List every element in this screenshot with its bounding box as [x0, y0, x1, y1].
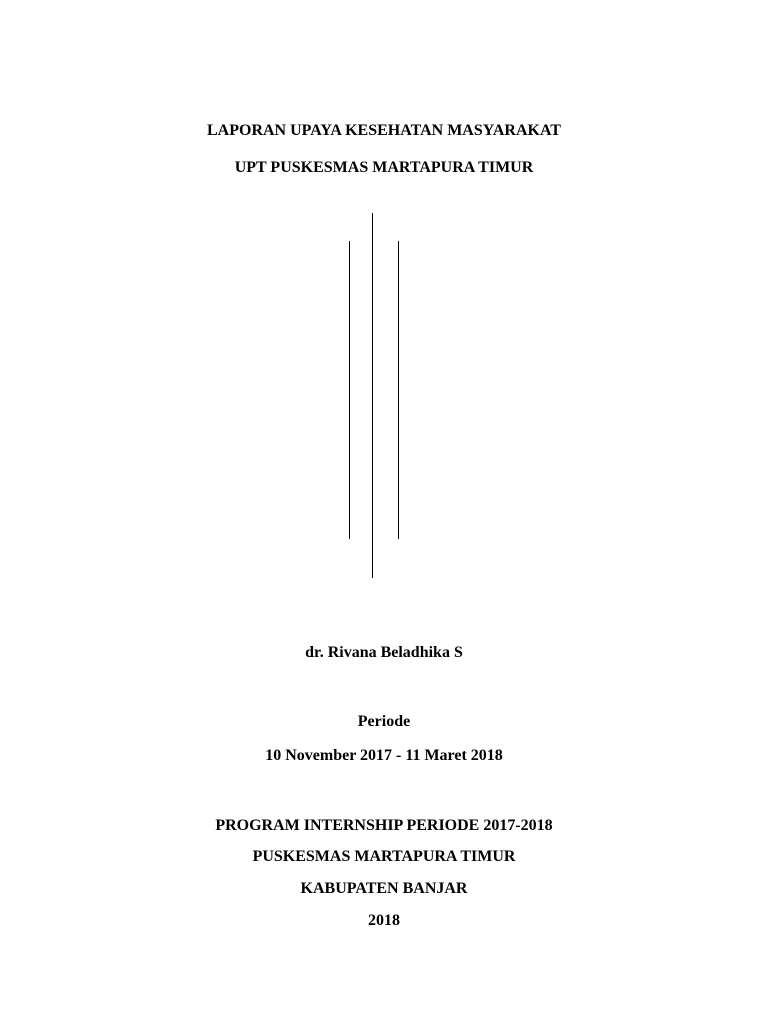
program-name: PROGRAM INTERNSHIP PERIODE 2017-2018 — [215, 817, 553, 834]
right-vertical-rule — [398, 241, 399, 539]
institution-name: PUSKESMAS MARTAPURA TIMUR — [252, 848, 516, 865]
period-range: 10 November 2017 - 11 Maret 2018 — [265, 747, 503, 764]
report-subtitle: UPT PUSKESMAS MARTAPURA TIMUR — [234, 159, 534, 176]
regency-name: KABUPATEN BANJAR — [300, 880, 468, 897]
author-name: dr. Rivana Beladhika S — [305, 644, 463, 661]
period-label: Periode — [357, 713, 411, 730]
left-vertical-rule — [349, 241, 350, 539]
report-title: LAPORAN UPAYA KESEHATAN MASYARAKAT — [207, 122, 561, 139]
report-year: 2018 — [368, 912, 400, 929]
center-vertical-rule — [372, 213, 373, 578]
